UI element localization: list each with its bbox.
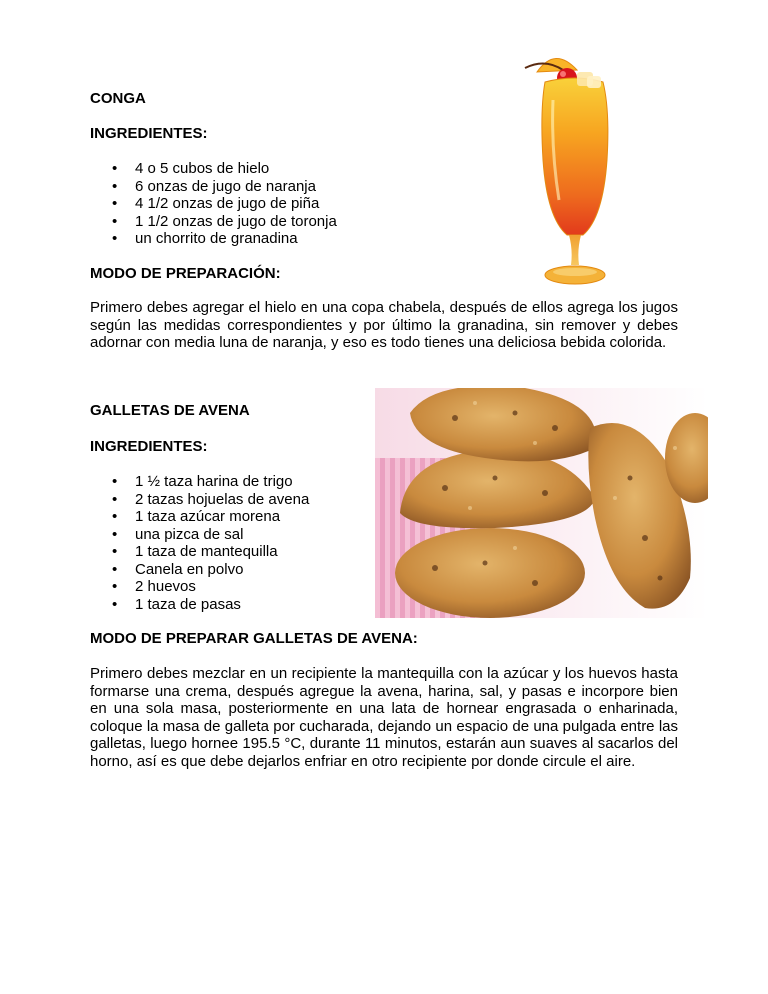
- conga-ingredients-list: [90, 160, 337, 248]
- galletas-method-heading: MODO DE PREPARAR GALLETAS DE AVENA:: [90, 630, 418, 647]
- list-item: • 1 taza de mantequilla: [90, 543, 309, 561]
- list-item: • 1 taza de pasas: [90, 596, 309, 614]
- list-item: • 4 o 5 cubos de hielo: [90, 160, 337, 178]
- list-item: • 6 onzas de jugo de naranja: [90, 178, 337, 196]
- galletas-ingredients-list: [90, 473, 309, 613]
- list-item: • 2 tazas hojuelas de avena: [90, 491, 309, 509]
- cookies-image: [375, 388, 708, 618]
- list-item: • 4 1/2 onzas de jugo de piña: [90, 195, 337, 213]
- list-item: • 2 huevos: [90, 578, 309, 596]
- galletas-title: GALLETAS DE AVENA: [90, 402, 250, 419]
- conga-title: CONGA: [90, 90, 146, 107]
- galletas-method-text: Primero debes mezclar en un recipiente la mantequilla con la azúcar y los huevos hasta formarse una crema, después agregue la avena, harina, sal, y pasas e incorpore bien en una sola masa, posteriormente en una lata de hornear engrasada o enharinada, coloque la masa de galleta por cucharada, dejando un espacio de una pulgada entre las galletas, luego hornee 195.5 °C, durante 11 minutos, estarán aun suaves al sacarlos del horno, así es que debe dejarlos enfriar en otro recipiente por donde circule el aire.: [90, 665, 678, 770]
- list-item: • 1 taza azúcar morena: [90, 508, 309, 526]
- list-item: • 1 1/2 onzas de jugo de toronja: [90, 213, 337, 231]
- cocktail-image: [515, 50, 635, 295]
- conga-method-text: Primero debes agregar el hielo en una copa chabela, después de ellos agrega los jugos según las medidas correspondientes y por último la granadina, sin remover y debes adornar con media luna de naranja, y eso es todo tienes una deliciosa bebida colorida.: [90, 299, 678, 351]
- list-item: • un chorrito de granadina: [90, 230, 337, 248]
- conga-method-heading: MODO DE PREPARACIÓN:: [90, 265, 281, 282]
- list-item: • 1 ½ taza harina de trigo: [90, 473, 309, 491]
- galletas-ingredients-heading: INGREDIENTES:: [90, 438, 208, 455]
- conga-ingredients-heading: INGREDIENTES:: [90, 125, 208, 142]
- list-item: • Canela en polvo: [90, 561, 309, 579]
- list-item: • una pizca de sal: [90, 526, 309, 544]
